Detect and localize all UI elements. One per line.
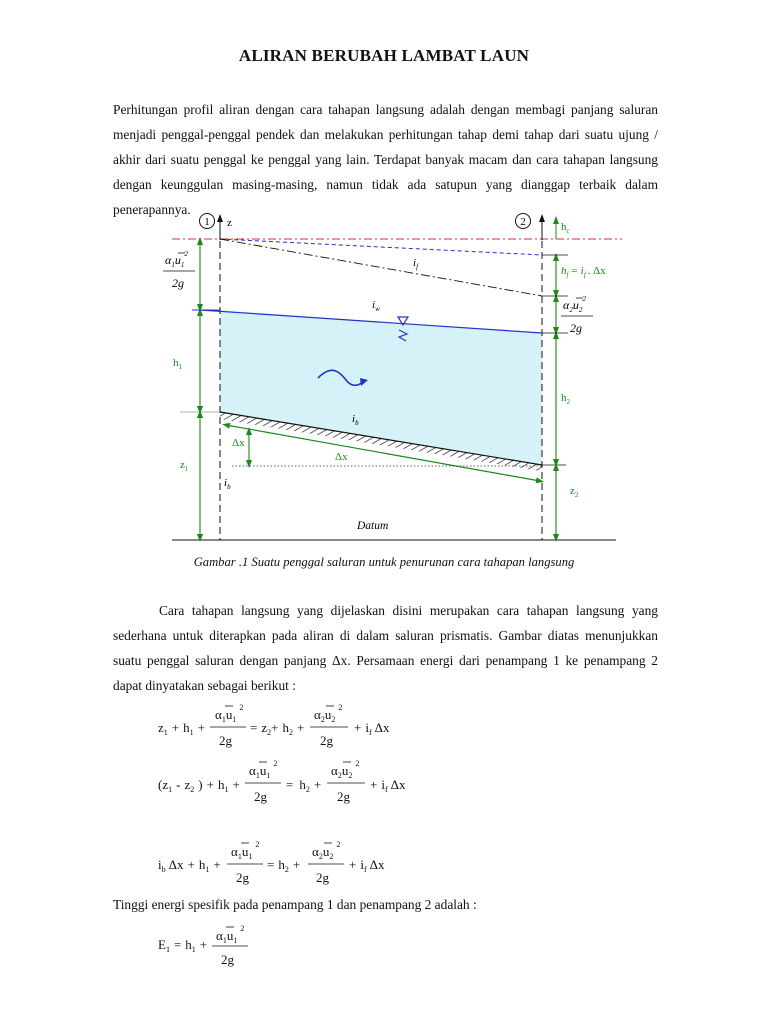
svg-text:α1u12: $\alpha_1u_1^2$ (165, 250, 188, 269)
ib-bed-label: $i_b$ (352, 413, 359, 427)
svg-text:α2u22: $\alpha_2u_2^2$ (563, 295, 586, 314)
energy-equation-1 (158, 703, 390, 748)
svg-text:2g: 2g (570, 321, 582, 335)
energy-equation-2 (158, 759, 406, 804)
page-title: ALIRAN BERUBAH LAMBAT LAUN (238, 46, 530, 65)
z-axis-label: z (227, 217, 232, 229)
svg-text:+ifΔx: + $i_f$ Δx (349, 857, 385, 874)
svg-text:=h2+: = $h_2$ + (267, 857, 301, 874)
dx-slope-label: Δx (335, 451, 348, 463)
if-label: $i_f$ (413, 257, 419, 271)
svg-text:(z1-z2)+h1+: ($z_1 - z_2$ ) + $h_1$ + (158, 777, 240, 794)
svg-text:α1u12: $\alpha_1u_1^2$ (249, 759, 278, 780)
svg-text:ibΔx+h1+: $i_b$ $\Delta x + h_1$ + (158, 857, 221, 874)
section-1-label: 1 (204, 216, 210, 228)
svg-text:2g: 2g (337, 789, 350, 804)
svg-text:E1=h1+: $E_1 = h_1$ + (158, 937, 208, 954)
intro-paragraph: Perhitungan profil aliran dengan cara tahapan langsung adalah dengan membagi panjang saluran menjadi penggal-penggal pendek dan melakukan perhitungan tahap demi tahap dari suatu ujung / akhir dari suatu penggal ke penggal yang lain. Terdapat banyak macam dan cara tahapan langsung dengan keunggulan masing-masing, namun tidak ada satupun yang dianggap terbaik dalam penerapannya. (113, 102, 658, 217)
iw-label: $i_w$ (372, 299, 380, 313)
z1-label: $z_1$ (180, 459, 189, 473)
specific-energy-sentence: Tinggi energi spesifik pada penampang 1 dan penampang 2 adalah : (113, 897, 477, 912)
svg-text:z1+h1+: $z_1 + h_1$ + (158, 720, 205, 737)
svg-text:2g: 2g (219, 733, 232, 748)
svg-text:=h2+: = $h_2$ + (286, 777, 322, 794)
specific-energy-equation (158, 924, 248, 967)
svg-text:2g: 2g (316, 870, 329, 885)
z2-label: $z_2$ (570, 485, 579, 499)
svg-text:2g: 2g (254, 789, 267, 804)
svg-text:+ifΔx: + $i_f$ Δx (354, 720, 390, 737)
svg-text:α2u22: $\alpha_2u_2^2$ (312, 840, 341, 861)
svg-text:2g: 2g (320, 733, 333, 748)
svg-text:2g: 2g (172, 276, 184, 290)
dx-vertical-label: Δx (232, 437, 245, 449)
svg-text:2g: 2g (221, 952, 234, 967)
ib-label: $i_b$ (224, 477, 231, 491)
svg-text:+ifΔx: + $i_f$ Δx (370, 777, 406, 794)
energy-equation-3 (158, 840, 385, 885)
svg-text:2g: 2g (236, 870, 249, 885)
explanation-paragraph: Cara tahapan langsung yang dijelaskan disini merupakan cara tahapan langsung yang sederhana untuk diterapkan pada aliran di dalam saluran prismatis. Gambar diatas menunjukkan suatu penggal saluran dengan panjang Δx. Persamaan energi dari penampang 1 ke penampang 2 dapat dinyatakan sebagai berikut : (113, 603, 658, 693)
svg-text:α1u12: $\alpha_1u_1^2$ (216, 924, 245, 945)
h2-label: $h_2$ (561, 392, 570, 406)
section-2-label: 2 (520, 216, 526, 228)
h1-label: $h_1$ (173, 357, 182, 371)
figure-caption: Gambar .1 Suatu penggal saluran untuk penurunan cara tahapan langsung (193, 555, 575, 569)
svg-text:α2u22: $\alpha_2u_2^2$ (331, 759, 360, 780)
datum-label: Datum (357, 520, 389, 532)
svg-text:=z2+h2+: = $z_2+ h_2$ + (250, 720, 305, 737)
hf-label: $h_f = i_f$ . Δx (561, 265, 606, 279)
svg-text:α1u12: $\alpha_1u_1^2$ (231, 840, 260, 861)
svg-text:α1u12: $\alpha_1u_1^2$ (215, 703, 244, 724)
svg-text:α2u22: $\alpha_2u_2^2$ (314, 703, 343, 724)
hc-label: $h_c$ (561, 221, 570, 235)
